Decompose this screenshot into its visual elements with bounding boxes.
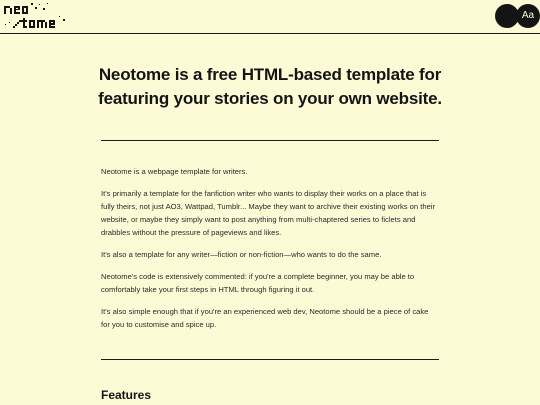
intro-section (101, 165, 439, 340)
site-logo[interactable] (3, 1, 73, 33)
site-header (0, 0, 540, 34)
page-title: Neotome is a free HTML-based template for featuring your stories on your own website. (98, 65, 442, 108)
features-heading: Features (101, 388, 152, 402)
font-toggle-label: Aa (521, 10, 535, 21)
font-toggle-button[interactable] (516, 4, 540, 28)
intro-paragraph: It's primarily a template for the fanfiction writer who wants to display their works on a place that is fully theirs, not just AO3, Wattpad, Tumblr... Maybe they want to archive their existing works on their website, or maybe they simply want to post anything from multi-chaptered series to ficlets and drabbles without the pressure of pageviews and likes. (101, 189, 435, 237)
intro-paragraph: It's also a template for any writer—fiction or non-fiction—who wants to do the same. (101, 250, 382, 259)
divider (101, 140, 439, 141)
intro-paragraph: Neotome is a webpage template for writers. (101, 167, 248, 176)
intro-paragraph: It's also simple enough that if you're an experienced web dev, Neotome should be a piece of cake for you to customise and spice up. (101, 307, 429, 329)
divider (101, 359, 439, 360)
intro-paragraph: Neotome's code is extensively commented: if you're a complete beginner, you may be able to comfortably take your first steps in HTML through figuring it out. (101, 272, 415, 294)
neotome-logo-icon (3, 1, 73, 33)
moon-icon (502, 11, 513, 22)
